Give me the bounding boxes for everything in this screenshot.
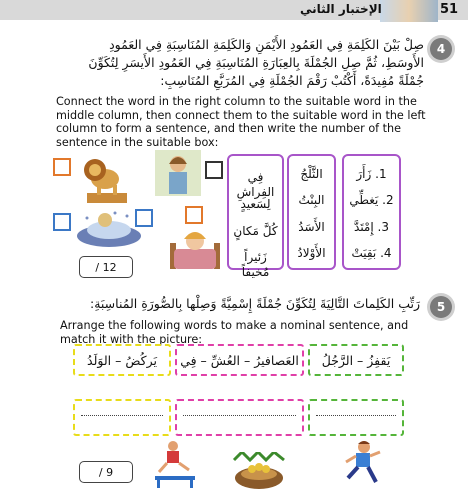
lion-picture [73, 155, 131, 205]
running-boy-picture [340, 440, 384, 488]
answer-box-3[interactable] [73, 399, 171, 436]
q4-arabic-line-2: الأَوسَطِ، ثُمَّ صِلِ الجُمْلَةَ بِالعِبَارَةِ المُنَاسِبَةِ فِي العَمُودِ الأَيسَرِ لِتُكَوِّنَ [88, 55, 424, 70]
middle-word-3[interactable]: الأَسَدُ [298, 220, 325, 234]
right-column [342, 154, 401, 270]
jumping-man-picture [153, 440, 197, 488]
left-word-4[interactable]: زَئيراً مُخيفاً [241, 250, 270, 279]
answer-box-snow[interactable] [53, 213, 71, 231]
q4-arabic-line-3: جُمْلَةً مُفِيدَةً، أَكْتُبْ رَقْمَ الجُمْلَةِ فِي المُرَبَّعِ المُنَاسِبِ: [160, 73, 424, 88]
q4-arabic-line-1: صِلْ بَيْنَ الكَلِمَةِ فِي العَمُودِ الأَيْمَنِ وَالكَلِمَةِ المُنَاسِبَةِ فِي العَمُودِ [109, 37, 424, 52]
middle-word-2[interactable]: البِنْتُ [298, 193, 325, 207]
answer-box-sick-child[interactable] [185, 206, 203, 224]
answer-box-1[interactable] [308, 399, 404, 436]
snow-picture [75, 210, 143, 248]
middle-word-4[interactable]: الأَوْلادُ [297, 246, 326, 260]
q4-arabic-instructions [58, 36, 424, 90]
word-group-2: العَصافيرُ – العُشِّ – فِي [175, 344, 304, 376]
header-photo [380, 0, 438, 22]
right-word-1[interactable]: 1. زَأَرَ [356, 167, 387, 181]
word-group-3: يَركُضُ – الوَلَدُ [73, 344, 171, 376]
q4-score: / 12 [79, 256, 133, 278]
answer-box-girl[interactable] [205, 161, 223, 179]
q5-english-instructions: Arrange the following words to make a nominal sentence, and match it with the picture: [60, 319, 409, 346]
left-word-2[interactable]: لِسَعيدٍ [240, 197, 271, 211]
left-word-3[interactable]: كُلَّ مَكانٍ [233, 224, 278, 238]
page-title: الإختبار الثاني [300, 2, 382, 16]
bird-nest-picture [232, 452, 286, 490]
middle-column [287, 154, 336, 270]
answer-box-lion[interactable] [53, 158, 71, 176]
word-group-1: يَقفِزُ – الرَّجُلُ [308, 344, 404, 376]
middle-word-1[interactable]: الثَّلْجُ [300, 167, 323, 181]
page-number: 51 [440, 2, 459, 17]
question-5-number: 5 [430, 296, 452, 318]
girl-picture [155, 150, 201, 196]
answer-box-snow-2[interactable] [135, 209, 153, 227]
q4-english-instructions: Connect the word in the right column to the suitable word in the middle column, then connect them to the suitable word in the left column to form a sentence, and then write the number of the sentence in the suitable box: [56, 95, 426, 149]
sick-child-picture [170, 223, 220, 271]
right-word-4[interactable]: 4. بَقِيَتْ [351, 246, 392, 260]
question-4-number: 4 [430, 38, 452, 60]
left-column [227, 154, 284, 279]
left-word-1[interactable]: فِي الفِراشِ [236, 170, 275, 199]
answer-box-2[interactable] [175, 399, 304, 436]
right-word-3[interactable]: 3. إِمْتَدَّ [354, 220, 389, 234]
right-word-2[interactable]: 2. يَغطِّي [349, 193, 394, 207]
q5-arabic-instructions: رَتِّبِ الكَلِماتَ التَّالِيَةَ لِتُكَوِّنَ جُمْلَةً إِسْمِيَّةً وَصِلْها بِالصُّورَةِ المُناسِبَةِ: [90, 296, 420, 311]
q5-score: / 9 [79, 461, 133, 483]
